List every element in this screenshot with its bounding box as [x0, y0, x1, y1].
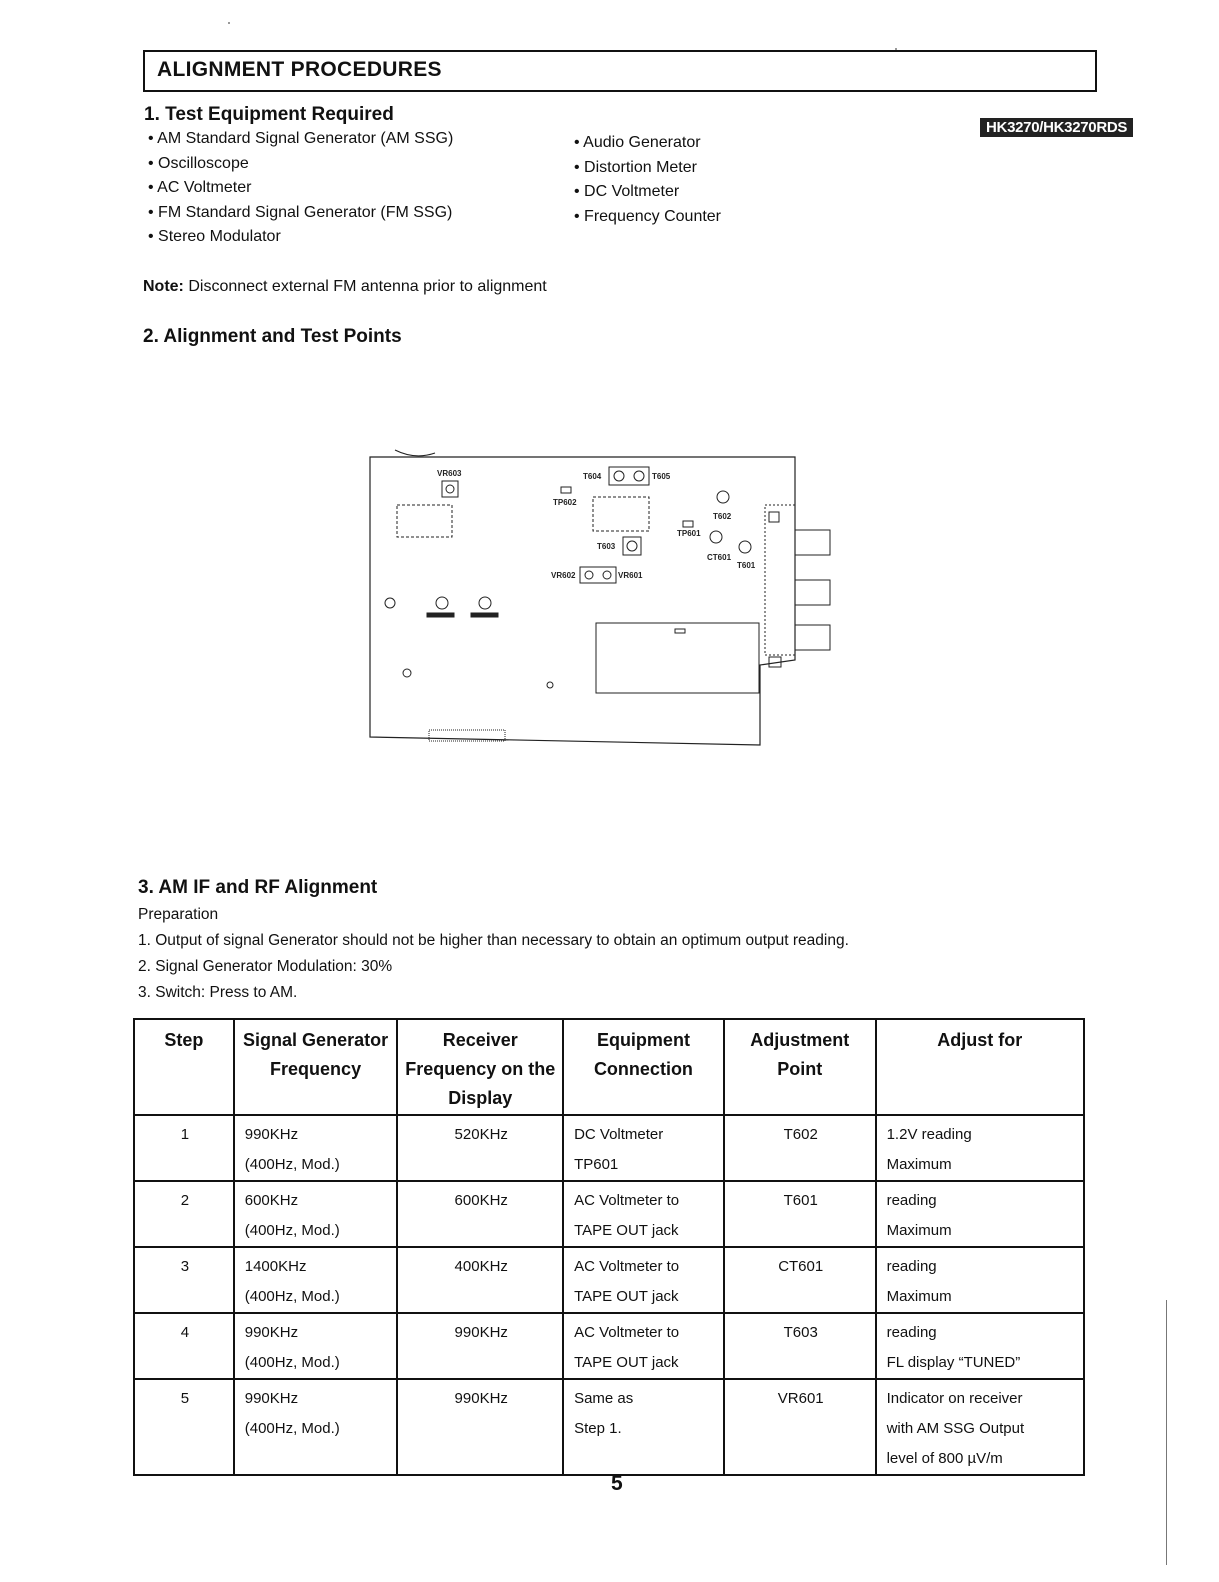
cell-step: 4: [134, 1313, 234, 1379]
cell-signal: [234, 1379, 398, 1475]
cell-signal-mod: (400Hz, Mod.): [244, 1354, 340, 1371]
cell-signal-mod: (400Hz, Mod.): [244, 1420, 340, 1437]
t603-coil: [627, 541, 637, 551]
cell-equipment: [563, 1115, 724, 1181]
cell-equipment-line2: TP601: [574, 1156, 619, 1173]
cell-step: 3: [134, 1247, 234, 1313]
component-bar: [427, 613, 454, 617]
ic-left: [397, 505, 452, 537]
cell-adjust-for-line2: with AM SSG Output: [886, 1420, 1025, 1437]
cell-adjust-for: [876, 1313, 1084, 1379]
cell-adjust-for: [876, 1247, 1084, 1313]
equipment-list-left: [148, 127, 453, 250]
cell-signal-mod: (400Hz, Mod.): [244, 1288, 340, 1305]
list-item: • AC Voltmeter: [148, 176, 453, 201]
cell-receiver: 600KHz: [397, 1181, 563, 1247]
cell-signal: [234, 1115, 398, 1181]
cell-adjust-for-line1: reading: [886, 1258, 937, 1275]
label-t603: T603: [597, 542, 616, 551]
cell-receiver: 520KHz: [397, 1115, 563, 1181]
cell-adjust-point: CT601: [724, 1247, 876, 1313]
col-header-adjust-point: Adjustment Point: [724, 1019, 876, 1115]
scan-speck: [228, 22, 230, 24]
cell-adjust-for: [876, 1115, 1084, 1181]
cell-signal-freq: 990KHz: [244, 1126, 299, 1143]
col-header-adjust-for: Adjust for: [876, 1019, 1084, 1115]
cell-signal-mod: (400Hz, Mod.): [244, 1156, 340, 1173]
display-tab: [675, 629, 685, 633]
label-vr603: VR603: [437, 469, 462, 478]
label-tp602: TP602: [553, 498, 577, 507]
cell-adjust-for-line3: level of 800 µV/m: [886, 1450, 1003, 1467]
capacitor: [436, 597, 448, 609]
page-title-box: [143, 50, 1097, 92]
cell-equipment-line1: Same as: [574, 1390, 634, 1407]
prep-item: 3. Switch: Press to AM.: [138, 984, 298, 1001]
cell-signal-freq: 600KHz: [244, 1192, 299, 1209]
equipment-list-right: [574, 131, 721, 229]
vr601-knob: [603, 571, 611, 579]
board-outline: [370, 457, 795, 745]
ic-center: [593, 497, 649, 531]
cell-equipment-line2: TAPE OUT jack: [574, 1222, 679, 1239]
label-vr602: VR602: [551, 571, 576, 580]
cell-receiver: 990KHz: [397, 1379, 563, 1475]
jack-block: [765, 505, 795, 655]
cell-equipment: [563, 1379, 724, 1475]
table-row: [134, 1247, 1084, 1313]
cell-adjust-point: T603: [724, 1313, 876, 1379]
list-item: • Frequency Counter: [574, 205, 721, 230]
cell-adjust-for-line2: Maximum: [886, 1156, 952, 1173]
note-text: Disconnect external FM antenna prior to alignment: [183, 278, 547, 295]
table-row: [134, 1379, 1084, 1475]
section3-heading: 3. AM IF and RF Alignment: [138, 877, 378, 898]
capacitor: [479, 597, 491, 609]
cell-step: 1: [134, 1115, 234, 1181]
jack-connector: [795, 530, 830, 555]
cell-equipment-line1: AC Voltmeter to: [574, 1324, 680, 1341]
cell-equipment: [563, 1181, 724, 1247]
cell-adjust-for-line2: Maximum: [886, 1288, 952, 1305]
col-header-equipment: Equipment Connection: [563, 1019, 724, 1115]
t604-coil: [614, 471, 624, 481]
section2-heading: 2. Alignment and Test Points: [143, 326, 402, 347]
label-t604: T604: [583, 472, 602, 481]
am-alignment-table: [133, 1018, 1085, 1476]
cell-adjust-point: T602: [724, 1115, 876, 1181]
model-badge: HK3270/HK3270RDS: [980, 118, 1133, 137]
mount-hole: [547, 682, 553, 688]
label-ct601: CT601: [707, 553, 732, 562]
tp602-point: [561, 487, 571, 493]
t602-coil: [717, 491, 729, 503]
note: [143, 278, 547, 296]
t604-t605-block: [609, 467, 649, 485]
jack-connector: [795, 580, 830, 605]
cell-adjust-for-line2: Maximum: [886, 1222, 952, 1239]
board-edge-notch: [395, 450, 435, 456]
t605-coil: [634, 471, 644, 481]
cell-adjust-for-line2: FL display “TUNED”: [886, 1354, 1021, 1371]
list-item: • Stereo Modulator: [148, 225, 453, 250]
cell-receiver: 990KHz: [397, 1313, 563, 1379]
mount-hole: [403, 669, 411, 677]
cell-adjust-for: [876, 1379, 1084, 1475]
prep-item: 1. Output of signal Generator should not be higher than necessary to obtain an optimum output reading.: [138, 932, 849, 949]
page-number: 5: [611, 1472, 623, 1495]
preparation-label: Preparation: [138, 906, 219, 923]
list-item: • DC Voltmeter: [574, 180, 721, 205]
mount-hole: [385, 598, 395, 608]
table-row: [134, 1181, 1084, 1247]
cell-equipment-line2: Step 1.: [574, 1420, 622, 1437]
pcb-alignment-diagram: [365, 445, 840, 750]
list-item: • AM Standard Signal Generator (AM SSG): [148, 127, 453, 152]
preparation-block: [138, 902, 849, 1006]
label-vr601: VR601: [618, 571, 643, 580]
tp601-point: [683, 521, 693, 527]
cell-adjust-for-line1: Indicator on receiver: [886, 1390, 1023, 1407]
vr603-trimmer: [442, 481, 458, 497]
note-label: Note:: [143, 278, 184, 295]
list-item: • FM Standard Signal Generator (FM SSG): [148, 201, 453, 226]
cell-equipment-line2: TAPE OUT jack: [574, 1354, 679, 1371]
component-bar: [471, 613, 498, 617]
cell-step: 5: [134, 1379, 234, 1475]
cell-signal-freq: 990KHz: [244, 1390, 299, 1407]
scan-edge-line: [1166, 1300, 1167, 1565]
cell-adjust-point: T601: [724, 1181, 876, 1247]
label-t605: T605: [652, 472, 671, 481]
cell-adjust-for-line1: reading: [886, 1192, 937, 1209]
scan-speck: [895, 48, 897, 50]
cell-receiver: 400KHz: [397, 1247, 563, 1313]
cell-step: 2: [134, 1181, 234, 1247]
cell-equipment-line2: TAPE OUT jack: [574, 1288, 679, 1305]
label-t601: T601: [737, 561, 756, 570]
col-header-step: Step: [134, 1019, 234, 1115]
vr602-knob: [585, 571, 593, 579]
list-item: • Oscilloscope: [148, 152, 453, 177]
jack-pin: [769, 512, 779, 522]
cell-signal-mod: (400Hz, Mod.): [244, 1222, 340, 1239]
col-header-receiver: Receiver Frequency on the Display: [397, 1019, 563, 1115]
list-item: • Audio Generator: [574, 131, 721, 156]
col-header-signal: Signal Generator Frequency: [234, 1019, 398, 1115]
label-t602: T602: [713, 512, 732, 521]
table-row: [134, 1115, 1084, 1181]
cell-adjust-for-line1: reading: [886, 1324, 937, 1341]
page-title: ALIGNMENT PROCEDURES: [157, 58, 442, 81]
section1-heading: 1. Test Equipment Required: [144, 104, 394, 125]
jack-connector: [795, 625, 830, 650]
cell-equipment-line1: AC Voltmeter to: [574, 1192, 680, 1209]
cell-adjust-for: [876, 1181, 1084, 1247]
cell-signal: [234, 1313, 398, 1379]
cell-signal-freq: 1400KHz: [244, 1258, 307, 1275]
prep-item: 2. Signal Generator Modulation: 30%: [138, 958, 393, 975]
t603-coil-box: [623, 537, 641, 555]
table-header-row: [134, 1019, 1084, 1115]
cell-equipment: [563, 1247, 724, 1313]
list-item: • Distortion Meter: [574, 156, 721, 181]
cell-equipment-line1: DC Voltmeter: [574, 1126, 664, 1143]
cell-signal-freq: 990KHz: [244, 1324, 299, 1341]
cell-adjust-point: VR601: [724, 1379, 876, 1475]
cell-adjust-for-line1: 1.2V reading: [886, 1126, 972, 1143]
vr603-knob: [446, 485, 454, 493]
label-tp601: TP601: [677, 529, 701, 538]
table-row: [134, 1313, 1084, 1379]
ct601-trimmer: [710, 531, 722, 543]
cell-equipment-line1: AC Voltmeter to: [574, 1258, 680, 1275]
cell-signal: [234, 1181, 398, 1247]
cell-equipment: [563, 1313, 724, 1379]
cell-signal: [234, 1247, 398, 1313]
t601-coil: [739, 541, 751, 553]
